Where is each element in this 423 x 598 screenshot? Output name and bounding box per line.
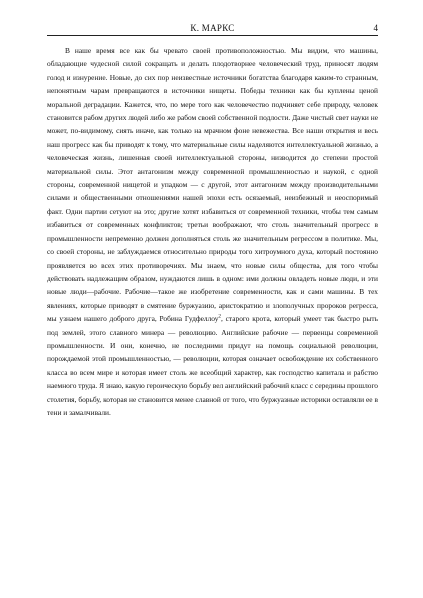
body-text — [47, 44, 378, 419]
running-title: К. МАРКС — [190, 23, 235, 33]
paragraph-text-part-1: В наше время все как бы чревато своей противоположностью. Мы видим, что машины, обладающие чудесной силой сокращать и делать плодотворнее человеческий труд, приносят людям голод и изнурение. Новые, до сих пор неизвестные источники богатства благодаря каким-то странным, непонятным чарам превращаются в источники нищеты. Победы техники как бы куплены ценой моральной деградации. Кажется, что, по мере того как человечество подчиняет себе природу, человек становится рабом других людей либо же рабом своей собственной подлости. Даже чистый свет науки не может, по-видимому, сиять иначе, как только на мрачном фоне невежества. Все наши открытия и весь наш прогресс как бы приводят к тому, что материальные силы наделяются интеллектуальной жизнью, а человеческая жизнь, лишенная своей интеллектуальной стороны, низводится до степени простой материальной силы. Этот антагонизм между современной промышленностью и наукой, с одной стороны, современной нищетой и упадком — с другой, этот антагонизм между производительными силами и общественными отношениями нашей эпохи есть осязаемый, неизбежный и неоспоримый факт. Одни партии сетуют на это; другие хотят избавиться от современной техники, чтобы тем самым избавиться от современных конфликтов; третьи воображают, что столь значительный прогресс в промышленности непременно должен дополняться столь же значительным регрессом в политике. Мы, со своей стороны, не заблуждаемся относительно природы того хитроумного духа, который постоянно проявляется во всех этих противоречиях. Мы знаем, что новые силы общества, для того чтобы действовать надлежащим образом, нуждаются лишь в одном: ими должны овладеть новые люди, и эти новые люди—рабочие. Рабочие—такое же изобретение современности, как и сами машины. В тех явлениях, которые приводят в смятение буржуазию, аристократию и злополучных пророков регресса, мы узнаем нашего доброго друга, Робина Гудфеллоу — [47, 46, 378, 324]
paragraph — [47, 44, 378, 419]
page-number: 4 — [373, 23, 378, 33]
paragraph-text-part-2: , старого крота, который умеет так быстро рыть под землей, этого славного минера — революцию. Английские рабочие — первенцы современной промышленности. И они, конечно, не последними придут на помощь социальной революции, порождаемой этой промышленностью, — революции, которая означает освобождение их собственного класса во всем мире и которая имеет столь же всеобщий характер, как господство капитала и рабство наемного труда. Я знаю, какую героическую борьбу вел английский рабочий класс с середины прошлого столетия, борьбу, которая не становится менее славной от того, что буржуазные историки оставляли ее в тени и замалчивали. — [47, 314, 378, 417]
running-header — [47, 23, 378, 36]
footnote-marker[interactable]: 2 — [218, 313, 221, 320]
